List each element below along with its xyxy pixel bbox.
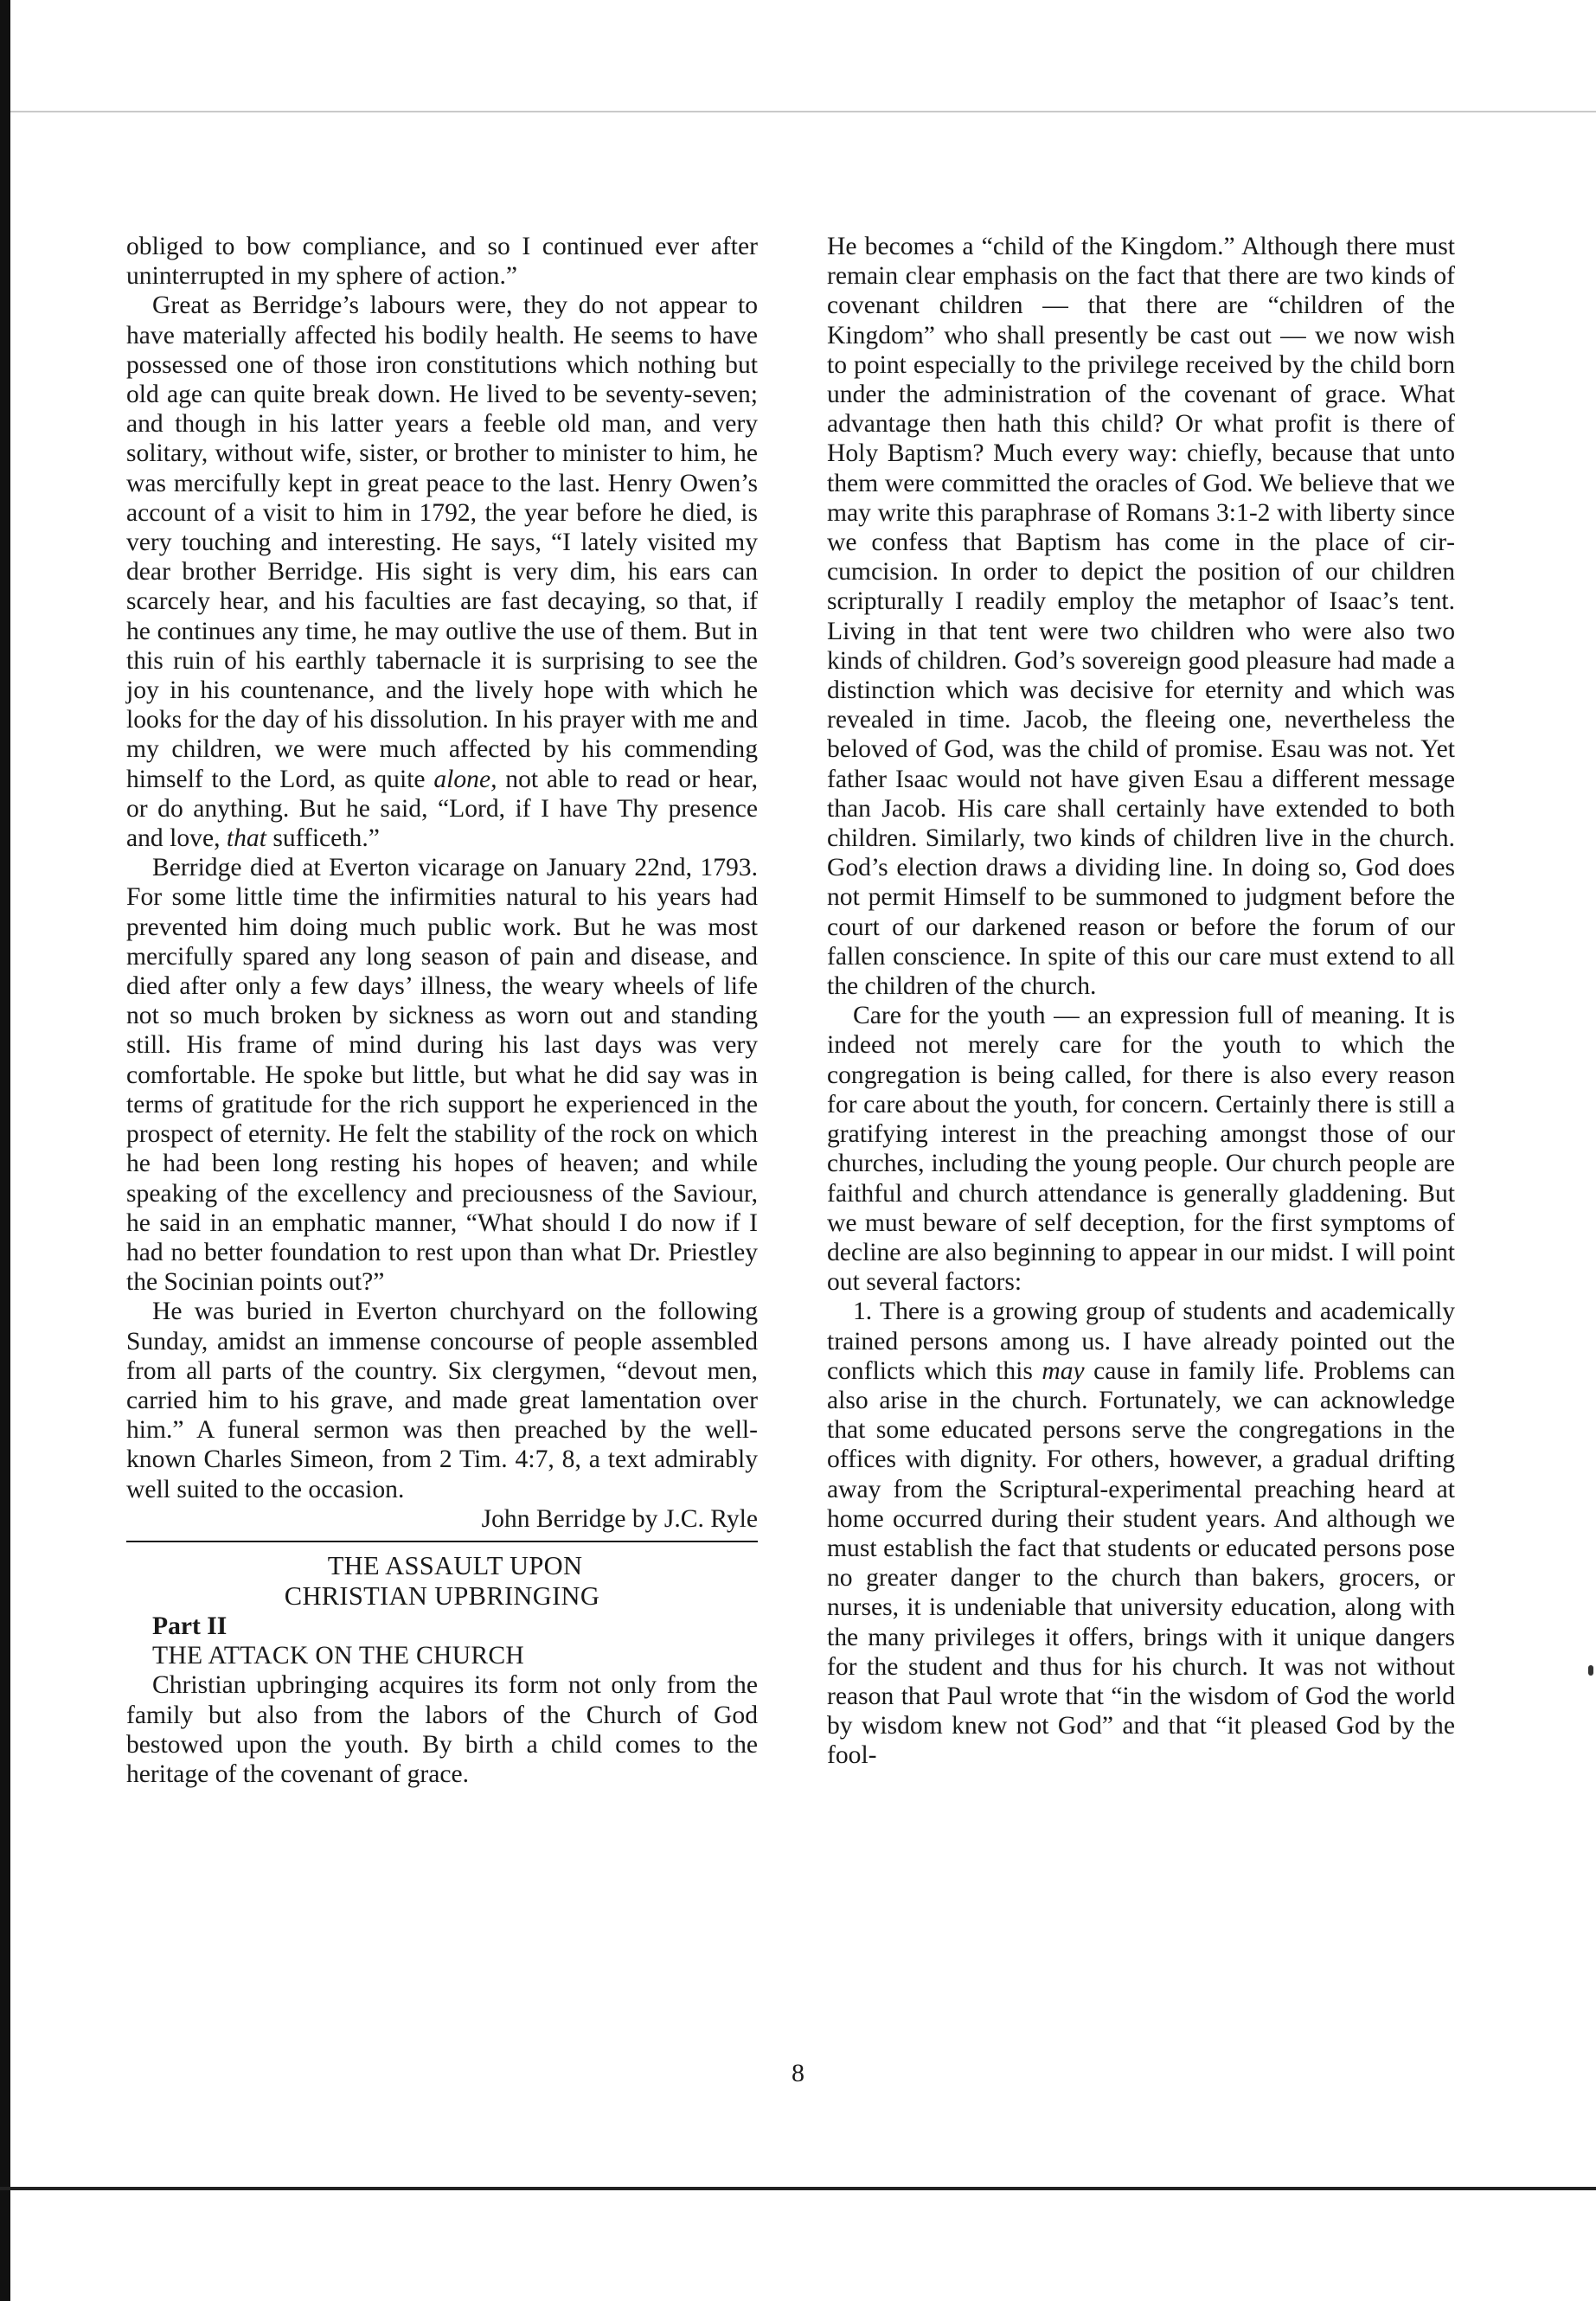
- right-column: [827, 232, 1455, 1771]
- part-label: Part II: [152, 1612, 228, 1640]
- paragraph: 1. There is a growing group of students and academically trained persons among us. I have already pointed out the conflicts which this may cause in family life. Problems can also arise in the church. Fortunately, we can acknowledge that some educated persons serve the congregations in the offices with dignity. For others, however, a gradual drifting away from the Scriptural-experimental preaching heard at home occurred during their student years. And although we must establish the fact that students or educated persons pose no greater danger to the church than bakers, grocers, or nurses, it is undeniable that university education, along with the many privileges it offers, brings with it unique dangers for the student and thus for his church. It was not without reason that Paul wrote that “in the wisdom of God the world by wisdom knew not God” and that “it pleased God by the fool-: [827, 1298, 1455, 1770]
- paragraph: He was buried in Everton churchyard on the following Sunday, amidst an immense concourse of people assembled from all parts of the country. Six clergymen, “devout men, carried him to his grave, and made great lamentation over him.” A funeral sermon was then preached by the well-known Charles Simeon, from 2 Tim. 4:7, 8, a text admirably well suited to the occasion.: [126, 1298, 758, 1503]
- section-subheading: THE ATTACK ON THE CHURCH: [152, 1642, 525, 1670]
- paragraph: Berridge died at Everton vicarage on January 22nd, 1793. For some little time the infirmities natural to his years had prevented him doing much public work. But he was most mercifully spared any long season of pain and disease, and died after only a few days’ illness, the weary wheels of life not so much broken by sickness as worn out and standing still. His frame of mind during his last days was very comfortable. He spoke but little, but what he did say was in terms of gratitude for the rich support he experienced in the prospect of eternity. He felt the stability of the rock on which he had been long resting his hopes of heaven; and while speaking of the excellency and preciousness of the Saviour, he said in an emphatic manner, “What should I do now if I had no better foundation to rest upon than what Dr. Priestley the Socinian points out?”: [126, 854, 758, 1297]
- scan-edge: [0, 0, 10, 2301]
- left-column: [126, 232, 758, 1789]
- page-bottom-edge: [0, 2187, 1596, 2190]
- paragraph: obliged to bow compliance, and so I continued ever after uninterrupted in my sphere of action.”: [126, 233, 758, 291]
- paragraph: Care for the youth — an expression full of meaning. It is indeed not merely care for the youth to which the congregation is being called, for there is also every reason for care about the youth, for concern. Certainly there is still a gratifying interest in the preaching amongst those of our churches, including the young people. Our church people are faithful and church attendance is generally gladdening. But we must beware of self deception, for the first symptoms of decline are also beginning to appear in our midst. I will point out several factors:: [827, 1002, 1455, 1297]
- article-title: THE ASSAULT UPON CHRISTIAN UPBRINGING: [284, 1550, 600, 1611]
- article-signature: John Berridge by J.C. Ryle: [481, 1504, 758, 1533]
- scan-mark: [1588, 1665, 1593, 1676]
- paragraph: Christian upbringing acquires its form not only from the family but also from the labors of the Church of God bestowed upon the youth. By birth a child comes to the heritage of the covenant of grace.: [126, 1671, 758, 1788]
- paragraph: He becomes a “child of the Kingdom.” Although there must remain clear emphasis on the fact that there are two kinds of covenant children — that there are “children of the Kingdom” who shall presently be cast out — we now wish to point especially to the privilege received by the child born under the administration of the covenant of grace. What advantage then hath this child? Or what profit is there of Holy Baptism? Much every way: chiefly, because that unto them were committed the oracles of God. We believe that we may write this paraphrase of Romans 3:1-2 with liberty since we confess that Baptism has come in the place of circumcision. In order to depict the position of our children scripturally I readily employ the metaphor of Isaac’s tent. Living in that tent were two children who were also two kinds of children. God’s sovereign good pleasure had made a distinction which was decisive for eternity and which was revealed in time. Jacob, the fleeing one, nevertheless the beloved of God, was the child of promise. Esau was not. Yet father Isaac would not have given Esau a different message than Jacob. His care shall certainly have extended to both children. Similarly, two kinds of children live in the church. God’s election draws a dividing line. In doing so, God does not permit Himself to be summoned to judgment before the court of our darkened reason or before the forum of our fallen conscience. In spite of this our care must extend to all the children of the church.: [827, 233, 1455, 1001]
- page-number: 8: [792, 2059, 804, 2087]
- section-divider: [126, 1541, 758, 1542]
- paragraph: Great as Berridge’s labours were, they do not appear to have materially affected his bodily health. He seems to have possessed one of those iron constitutions which nothing but old age can quite break down. He lived to be seventy-seven; and though in his latter years a feeble old man, and very solitary, without wife, sister, or brother to minister to him, he was mercifully kept in great peace to the last. Henry Owen’s account of a visit to him in 1792, the year before he died, is very touching and interesting. He says, “I lately visited my dear brother Berridge. His sight is very dim, his ears can scarcely hear, and his faculties are fast decaying, so that, if he continues any time, he may outlive the use of them. But in this ruin of his earthly tabernacle it is surprising to see the joy in his countenance, and the lively hope with which he looks for the day of his dissolution. In his prayer with me and my children, we were much affected by his commending himself to the Lord, as quite alone, not able to read or hear, or do anything. But he said, “Lord, if I have Thy presence and love, that sufficeth.”: [126, 292, 758, 853]
- page-top-edge: [10, 111, 1596, 112]
